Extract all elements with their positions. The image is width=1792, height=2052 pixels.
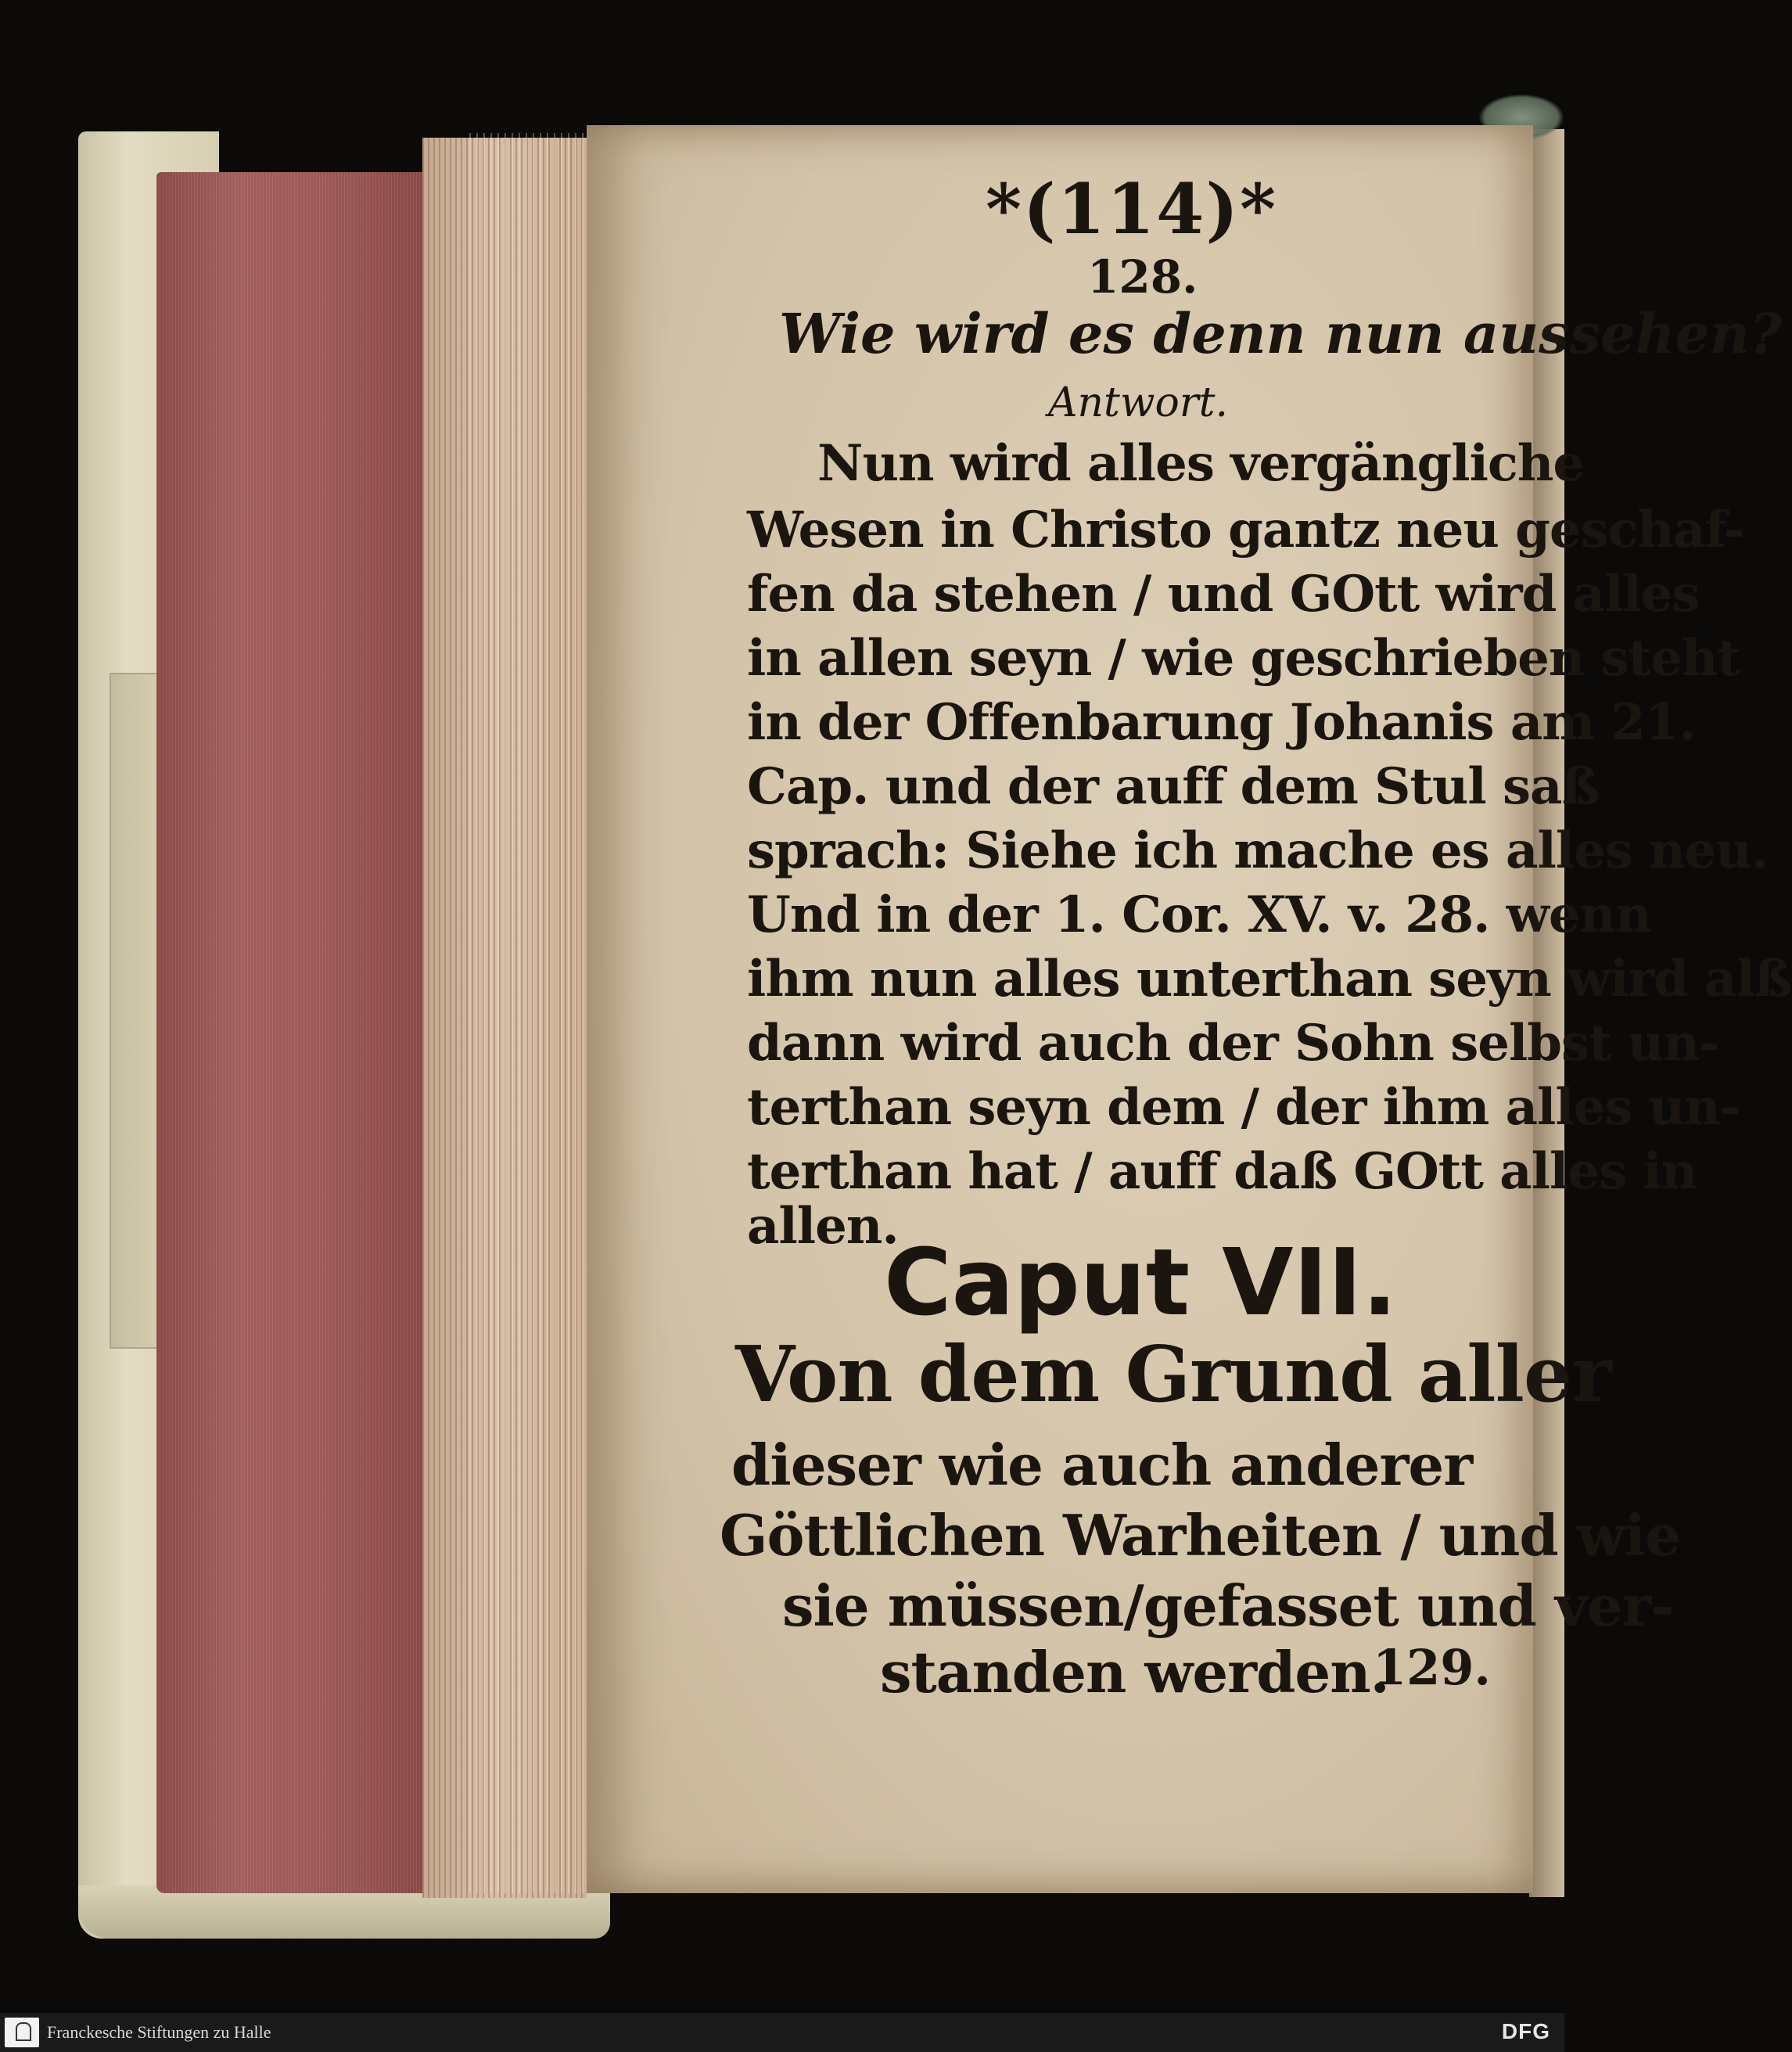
institution-logo-icon bbox=[5, 2018, 39, 2047]
body-line: in allen seyn / wie geschrieben steht bbox=[747, 629, 1740, 688]
red-page-edges bbox=[156, 172, 422, 1893]
chapter-heading-line: dieser wie auch anderer bbox=[731, 1432, 1473, 1498]
body-line: Nun wird alles vergängliche bbox=[817, 434, 1585, 493]
footer-bar bbox=[0, 2013, 1564, 2052]
chapter-heading-line: standen werden. bbox=[880, 1639, 1389, 1705]
question-text: Wie wird es denn nun aussehen? bbox=[779, 301, 1782, 366]
body-line: ihm nun alles unterthan seyn wird alß bbox=[747, 950, 1792, 1008]
body-line: allen. bbox=[747, 1197, 899, 1256]
body-line: dann wird auch der Sohn selbst un- bbox=[747, 1014, 1719, 1073]
next-question-number: 129. bbox=[1373, 1639, 1492, 1696]
question-number: 128. bbox=[1087, 250, 1198, 304]
body-line: Wesen in Christo gantz neu geschaf- bbox=[747, 501, 1744, 559]
chapter-heading-line: Göttlichen Warheiten / und wie bbox=[720, 1502, 1680, 1569]
body-line: terthan hat / auff daß GOtt alles in bbox=[747, 1142, 1697, 1201]
body-line: Und in der 1. Cor. XV. v. 28. wenn bbox=[747, 886, 1651, 944]
body-line: sprach: Siehe ich mache es alles neu. bbox=[747, 821, 1769, 880]
body-line: in der Offenbarung Johanis am 21. bbox=[747, 693, 1696, 752]
institution-name: Franckesche Stiftungen zu Halle bbox=[47, 2022, 271, 2042]
body-line: terthan seyn dem / der ihm alles un- bbox=[747, 1078, 1740, 1137]
chapter-title: Caput VII. bbox=[884, 1228, 1398, 1336]
chapter-heading-line: Von dem Grund aller bbox=[735, 1330, 1611, 1420]
answer-label: Antwort. bbox=[1048, 379, 1229, 426]
dfg-logo: DFG bbox=[1501, 2019, 1550, 2043]
body-line: fen da stehen / und GOtt wird alles bbox=[747, 565, 1700, 624]
page-number: *(114)* bbox=[986, 168, 1278, 250]
chapter-heading-line: sie müssen/gefasset und ver- bbox=[782, 1572, 1674, 1639]
body-line: Cap. und der auff dem Stul saß bbox=[747, 757, 1600, 816]
page-stack-highlight bbox=[469, 133, 587, 1893]
